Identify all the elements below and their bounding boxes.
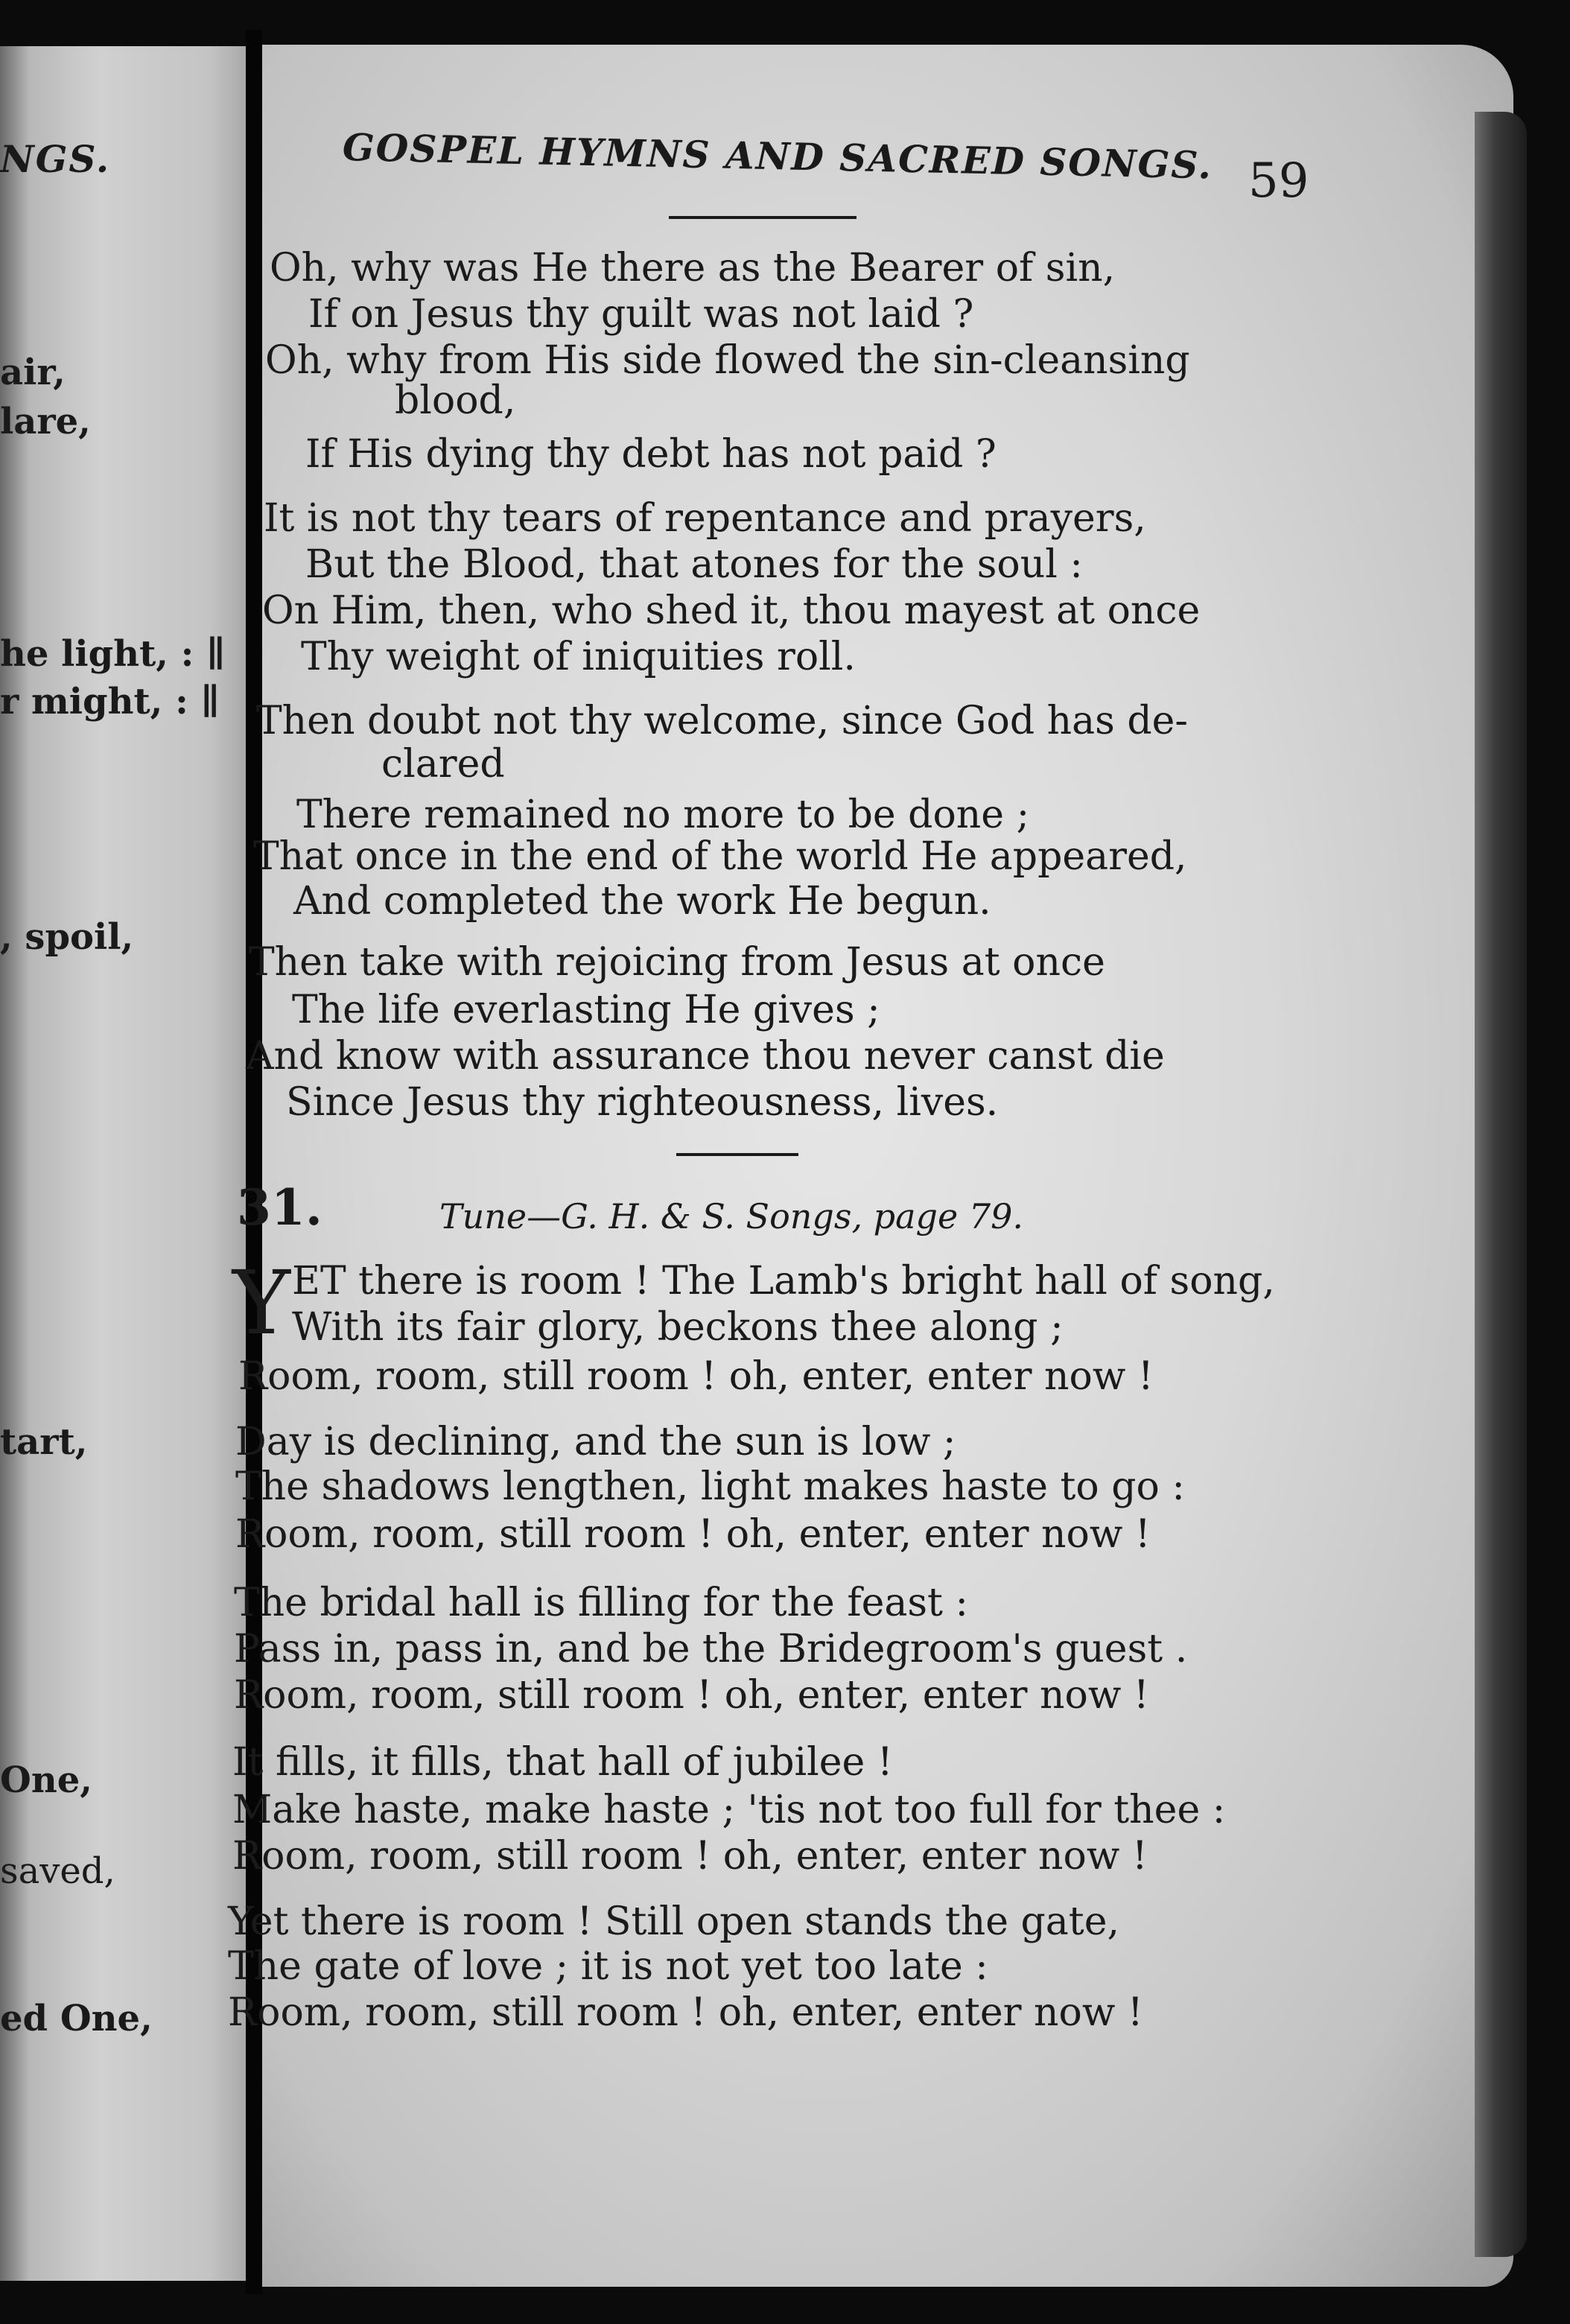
verse-line: And completed the work He begun. (293, 879, 991, 924)
verse-line: Room, room, still room ! oh, enter, enter now ! (228, 1990, 1143, 2035)
verse-line: Then take with rejoicing from Jesus at once (249, 940, 1105, 985)
verse-line: The bridal hall is filling for the feast : (234, 1581, 968, 1625)
verse-line: If His dying thy debt has not paid ? (305, 432, 997, 477)
header-rule (669, 216, 856, 219)
left-page-fragment: he light, : ∥ (0, 633, 226, 675)
left-page (0, 46, 246, 2281)
verse-line: Yet there is room ! Still open stands the gate, (228, 1899, 1119, 1944)
verse-line: If on Jesus thy guilt was not laid ? (308, 292, 974, 337)
left-page-fragment: saved, (0, 1850, 115, 1892)
left-page-fragment: , spoil, (0, 916, 134, 958)
verse-line: Room, room, still room ! oh, enter, enter now ! (238, 1354, 1154, 1399)
verse-line: clared (381, 742, 505, 787)
verse-line: ET there is room ! The Lamb's bright hall of song, (292, 1259, 1275, 1304)
verse-line: Then doubt not thy welcome, since God has de- (256, 699, 1188, 743)
verse-line: Oh, why from His side flowed the sin-cleansing (265, 338, 1190, 383)
verse-line: The life everlasting He gives ; (292, 988, 880, 1032)
verse-line: Oh, why was He there as the Bearer of sin, (270, 246, 1116, 290)
left-page-fragment: r might, : ∥ (0, 681, 220, 723)
verse-line: Thy weight of iniquities roll. (301, 635, 856, 679)
left-page-fragment: air, (0, 352, 66, 393)
verse-line: That once in the end of the world He appeared, (253, 834, 1187, 879)
book-edge (1475, 112, 1527, 2257)
page-number: 59 (1248, 153, 1309, 209)
left-page-fragment: One, (0, 1759, 92, 1801)
verse-line: Day is declining, and the sun is low ; (235, 1420, 956, 1464)
verse-line: Make haste, make haste ; 'tis not too full for thee : (232, 1788, 1226, 1832)
verse-line: It fills, it fills, that hall of jubilee ! (232, 1740, 893, 1785)
verse-line: Room, room, still room ! oh, enter, enter now ! (232, 1834, 1148, 1879)
running-header: GOSPEL HYMNS AND SACRED SONGS. (342, 125, 1213, 188)
tune-reference: Tune—G. H. & S. Songs, page 79. (439, 1196, 1023, 1236)
verse-line: But the Blood, that atones for the soul : (305, 542, 1083, 587)
verse-line: There remained no more to be done ; (296, 793, 1030, 837)
drop-cap: Y (232, 1251, 290, 1354)
left-page-fragment: tart, (0, 1421, 88, 1463)
verse-line: The shadows lengthen, light makes haste to go : (235, 1464, 1185, 1509)
left-page-header-fragment: NGS. (0, 137, 111, 181)
verse-line: And know with assurance thou never canst die (246, 1034, 1165, 1079)
left-page-fragment: lare, (0, 401, 91, 442)
verse-line: Room, room, still room ! oh, enter, enter now ! (234, 1673, 1149, 1718)
verse-line: With its fair glory, beckons thee along ; (292, 1305, 1064, 1350)
verse-line: blood, (395, 378, 516, 423)
left-page-fragment: ed One, (0, 1998, 153, 2039)
verse-line: Since Jesus thy righteousness, lives. (286, 1080, 999, 1125)
verse-line: It is not thy tears of repentance and prayers, (264, 496, 1146, 541)
verse-line: The gate of love ; it is not yet too late : (228, 1944, 988, 1989)
hymn-number: 31. (237, 1178, 322, 1236)
verse-line: Room, room, still room ! oh, enter, enter now ! (235, 1512, 1151, 1557)
verse-line: On Him, then, who shed it, thou mayest at once (262, 588, 1201, 633)
verse-line: Pass in, pass in, and be the Bridegroom's guest . (234, 1627, 1188, 1671)
section-rule (676, 1153, 798, 1156)
